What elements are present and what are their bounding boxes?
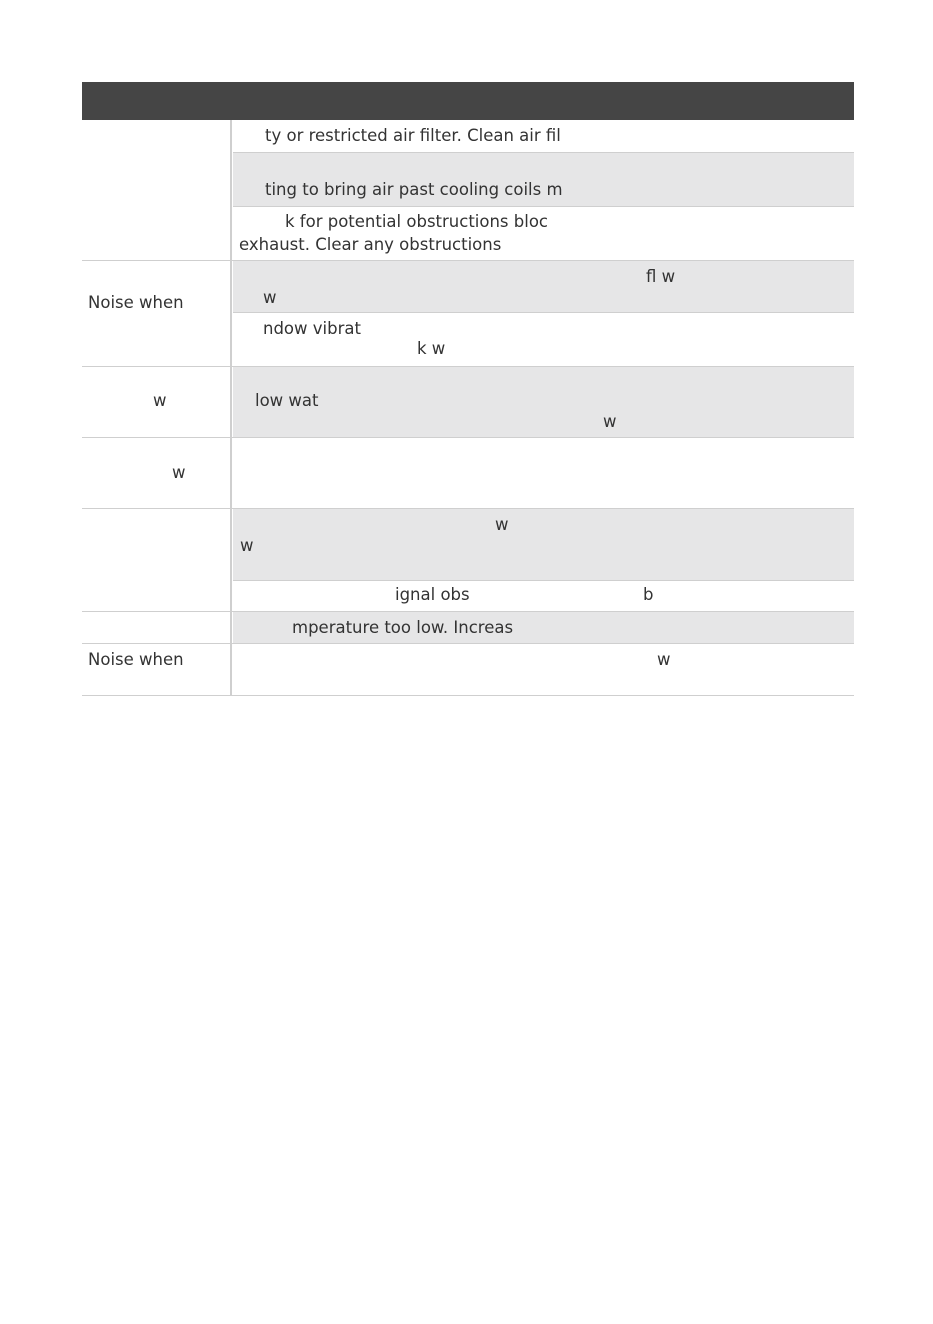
table-row — [82, 367, 854, 437]
solution-text: ting to bring air past cooling coils m — [265, 180, 563, 199]
solution-cell — [233, 153, 854, 206]
solution-cell — [233, 438, 854, 508]
table-header-bar — [82, 82, 854, 120]
solution-text: low wat — [255, 391, 319, 410]
solution-text: b — [643, 585, 654, 604]
solution-text: w — [495, 515, 509, 534]
solution-cell — [233, 509, 854, 580]
problem-cell — [82, 438, 232, 508]
solution-cell — [233, 644, 854, 695]
solution-text: fl w — [646, 267, 676, 286]
solution-text: ignal obs — [395, 585, 470, 604]
solution-text: mperature too low. Increas — [292, 618, 514, 637]
problem-text: w — [153, 391, 167, 410]
table-row — [82, 120, 854, 260]
table-row — [82, 509, 854, 611]
solution-text: w — [603, 412, 617, 431]
solution-cell — [233, 120, 854, 152]
problem-cell — [82, 120, 232, 260]
problem-cell — [82, 367, 232, 437]
problem-text: Noise when — [88, 293, 184, 312]
solution-cell — [233, 367, 854, 437]
table-row — [82, 612, 854, 643]
table-row — [82, 644, 854, 695]
solution-text: ty or restricted air filter. Clean air fil — [265, 126, 561, 145]
problem-text: w — [172, 463, 186, 482]
problem-cell — [82, 644, 232, 695]
solution-cell — [233, 261, 854, 312]
problem-cell — [82, 261, 232, 366]
solution-cell — [233, 207, 854, 260]
solution-cell — [233, 612, 854, 643]
solution-text: ndow vibrat — [263, 319, 361, 338]
solution-cell — [233, 581, 854, 611]
problem-text: Noise when — [88, 650, 184, 669]
solution-text: w — [263, 288, 277, 307]
solution-cell — [233, 313, 854, 366]
solution-text: w — [240, 536, 254, 555]
problem-cell — [82, 612, 232, 643]
table-row — [82, 438, 854, 508]
solution-text: w — [657, 650, 671, 669]
solution-text: k for potential obstructions bloc — [285, 212, 548, 231]
solution-text: k w — [417, 339, 446, 358]
solution-text: exhaust. Clear any obstructions — [239, 235, 502, 254]
table-row — [82, 261, 854, 366]
problem-cell — [82, 509, 232, 611]
